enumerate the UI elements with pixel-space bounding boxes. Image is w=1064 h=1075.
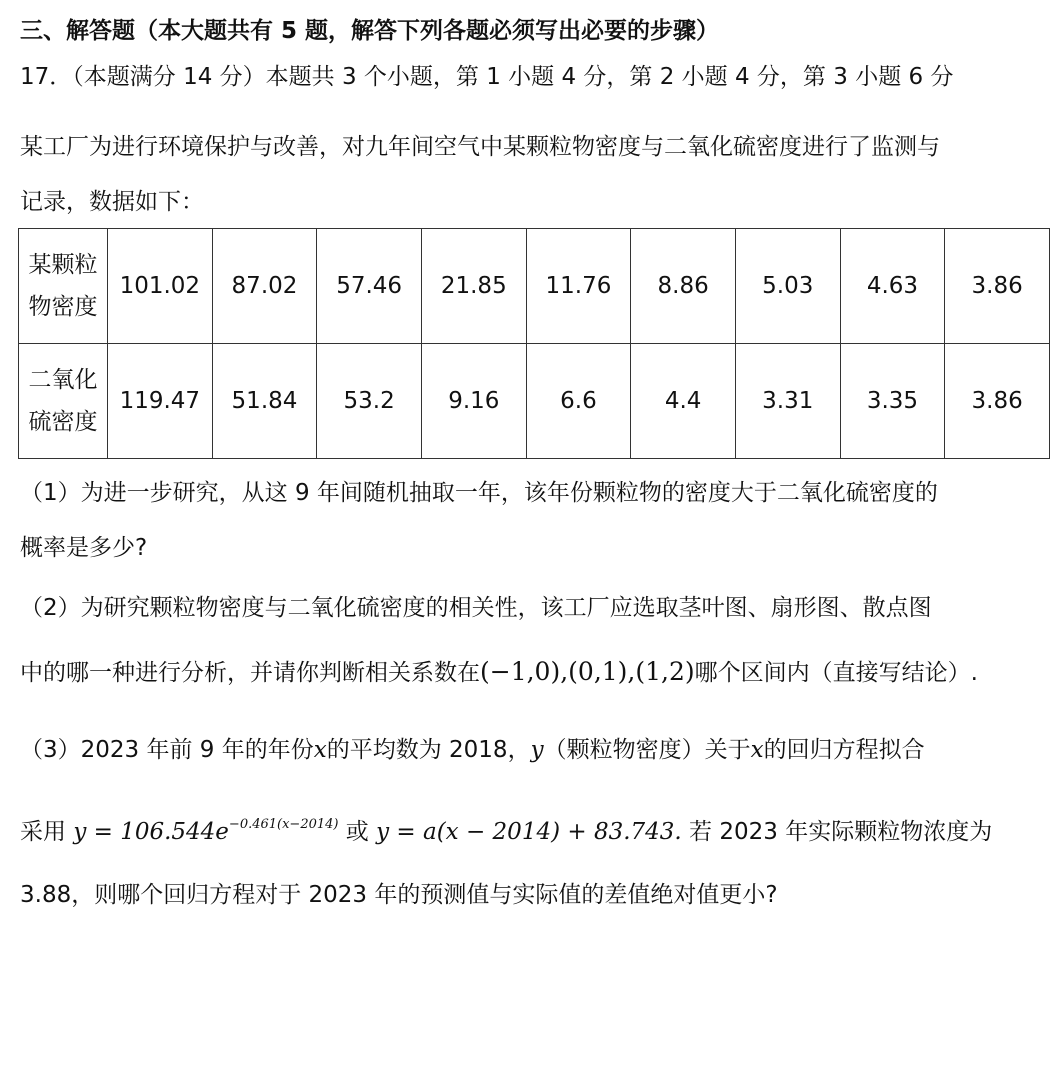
question-3-text-or: 或: [345, 819, 369, 845]
table-row-particulate: [19, 229, 1050, 344]
table-cell: 87.02: [212, 229, 317, 344]
intro-line-1: 某工厂为进行环境保护与改善，对九年间空气中某颗粒物密度与二氧化硫密度进行了监测与: [20, 134, 940, 160]
table-cell: 3.31: [735, 344, 840, 459]
question-1-line-1: （1）为进一步研究，从这 9 年间随机抽取一年，该年份颗粒物的密度大于二氧化硫密度的: [20, 480, 938, 506]
table-cell: 8.86: [631, 229, 736, 344]
question-3-line-2: [20, 810, 992, 847]
variable-y: y: [530, 737, 544, 763]
question-3-line-3: 3.88，则哪个回归方程对于 2023 年的预测值与实际值的差值绝对值更小?: [20, 882, 778, 908]
table-cell: 9.16: [421, 344, 526, 459]
table-cell: 21.85: [421, 229, 526, 344]
table-cell: 4.4: [631, 344, 736, 459]
regression-equation-exp: $y = 106.544e^{-0.461(x-2014)}$: [73, 817, 339, 845]
question-3-text-d: 的回归方程拟合: [763, 737, 925, 763]
table-cell: 3.86: [945, 229, 1050, 344]
table-cell: 101.02: [108, 229, 213, 344]
section-title: 三、解答题（本大题共有 5 题，解答下列各题必须写出必要的步骤）: [20, 18, 720, 44]
question-2-text-pre: 中的哪一种进行分析，并请你判断相关系数在: [20, 660, 480, 686]
table-cell: 5.03: [735, 229, 840, 344]
question-3-text-b: 的平均数为 2018，: [326, 737, 531, 763]
intro-line-2: 记录，数据如下：: [20, 189, 204, 215]
row-header-so2: 二氧化 硫密度: [19, 344, 108, 459]
table-cell: 53.2: [317, 344, 422, 459]
interval-list: (−1,0),(0,1),(1,2): [480, 657, 695, 686]
question-3-text-c: （颗粒物密度）关于: [543, 737, 751, 763]
table-cell: 11.76: [526, 229, 631, 344]
table-cell: 51.84: [212, 344, 317, 459]
table-row-so2: [19, 344, 1050, 459]
row-header-particulate: 某颗粒 物密度: [19, 229, 108, 344]
exponent: −0.461(x−2014): [228, 817, 339, 832]
data-table: [18, 228, 1050, 459]
table-cell: 6.6: [526, 344, 631, 459]
table-cell: 119.47: [108, 344, 213, 459]
question-1-line-2: 概率是多少?: [20, 535, 148, 561]
table-cell: 57.46: [317, 229, 422, 344]
table-cell: 3.86: [945, 344, 1050, 459]
question-2-line-1: （2）为研究颗粒物密度与二氧化硫密度的相关性，该工厂应选取茎叶图、扇形图、散点图: [20, 595, 932, 621]
regression-equation-linear: y = a(x − 2014) + 83.743.: [376, 819, 682, 845]
problem-header: 17．（本题满分 14 分）本题共 3 个小题，第 1 小题 4 分，第 2 小题 4 分，第 3 小题 6 分: [20, 64, 954, 90]
question-3-line-1: [20, 735, 925, 765]
table-cell: 4.63: [840, 229, 945, 344]
question-3-text-a: （3）2023 年前 9 年的年份: [20, 737, 314, 763]
question-3-text-b2: 若 2023 年实际颗粒物浓度为: [689, 819, 993, 845]
variable-x: x: [750, 737, 764, 763]
table-cell: 3.35: [840, 344, 945, 459]
question-2-text-post: 哪个区间内（直接写结论）.: [694, 660, 978, 686]
question-3-text-use: 采用: [20, 819, 66, 845]
variable-x: x: [313, 737, 327, 763]
question-2-line-2: [20, 657, 978, 688]
